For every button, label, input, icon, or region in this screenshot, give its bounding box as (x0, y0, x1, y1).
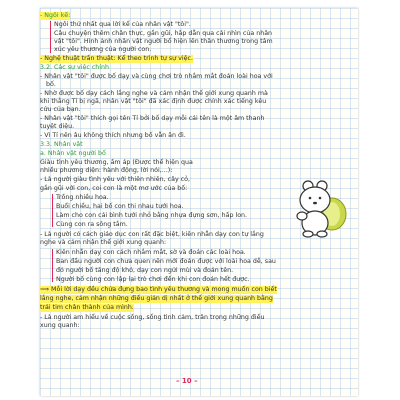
text-line: Câu chuyện thêm chân thực, gần gũi, hấp dẫn qua cái nhìn của nhân (54, 30, 273, 37)
text-line: Trồng nhiều hoa. (56, 194, 109, 201)
page-number: – 10 – (176, 377, 198, 385)
text-line: Ngôi thứ nhất qua lời kể của nhân vật "tôi". (54, 21, 191, 28)
text-line: Giàu tình yêu thương, ấm áp (Được thể hiện qua (40, 159, 193, 166)
text-line: - Nghệ thuật trần thuật: Kể theo trình tự sự việc. (40, 55, 193, 62)
text-line: đó người bố tăng độ khó, dạy con ngửi mùi và đoán tên. (56, 267, 234, 274)
text-line: Làm cho con cái bình tưới nhỏ bằng nhựa đựng sơn, hấp lon. (56, 212, 248, 219)
text-line: Cùng con ra sông tắm. (56, 221, 128, 228)
text-line: ⟹ Mỗi lời dạy đều chứa đựng bao tình yêu thương và mong muốn con biết (40, 286, 277, 293)
text-line: 3.2. Các sự việc chính (40, 64, 110, 71)
text-line: 3.3. Nhân vật (40, 141, 83, 148)
text-line: - Ngôi kể: (40, 12, 71, 19)
text-line: a. Nhân vật người bố (40, 150, 106, 157)
text-line: lắng nghe, cảm nhận những điều giản dị nhất ở thế giới xung quanh bằng (40, 295, 273, 302)
text-line: xúc yêu thương của người con. (54, 46, 152, 53)
text-line: tuyệt diệu. (40, 123, 75, 130)
text-line: - Là người giàu tình yêu với thiên nhiên, cây cỏ, (40, 176, 190, 183)
text-line: gắn gũi với con, coi con là một mơ ước của bố: (40, 185, 188, 192)
text-line: nhiều phương diện: hành động, lời nói,...): (40, 167, 173, 174)
text-line: xung quanh: (40, 322, 80, 329)
text-line: - Nhân vật "tôi" được bố dạy và cùng chơi trò nhắm mắt đoán loài hoa với (40, 73, 273, 80)
text-line: nghe và cảm nhận thế giới xung quanh: (40, 239, 167, 246)
text-line: Ban đầu người con chưa quen nên mới đoán được với loài hoa dễ, sau (56, 258, 276, 265)
text-line: cứu của bạn. (40, 106, 81, 113)
text-line: - Là người có cách giáo dục con rất đặc biệt, kiên nhẫn dạy con tự lắng (40, 231, 264, 238)
text-line: Người bố cùng con lập lại trò chơi đến khi con đoán hết được. (56, 276, 250, 283)
bear-mascot-illustration (288, 176, 352, 238)
text-line: - Nhân vật "tôi" thích gọi tên Tí bởi bố dạy mỗi cái tên là một âm thanh (40, 115, 265, 122)
text-line: bố. (46, 81, 56, 88)
text-line: - Là người am hiểu về cuộc sống, sống tình cảm, trân trọng những điều (40, 314, 265, 321)
text-line: vật "tôi". Hình ảnh nhân vật người bố hiện lên thân thương trong tâm (54, 38, 273, 45)
text-line: Kiên nhẫn dạy con cách nhắm mắt, sờ và đoán các loài hoa. (56, 249, 246, 256)
text-line: - Vì Tí nên âu không thích nhưng bố vẫn ăn đi. (40, 132, 186, 139)
text-line: khi thằng Tí bị ngã, nhân vật "tôi" đã xác định được chính xác tiếng kêu (40, 98, 267, 105)
text-line: Buổi chiều, hai bố con thi nhau tưới hoa. (56, 203, 184, 210)
text-line: - Nhờ được bố dạy cách lắng nghe và cảm nhận thế giới xung quanh mà (40, 90, 268, 97)
text-line: trái tim chân thành của mình. (40, 304, 134, 311)
